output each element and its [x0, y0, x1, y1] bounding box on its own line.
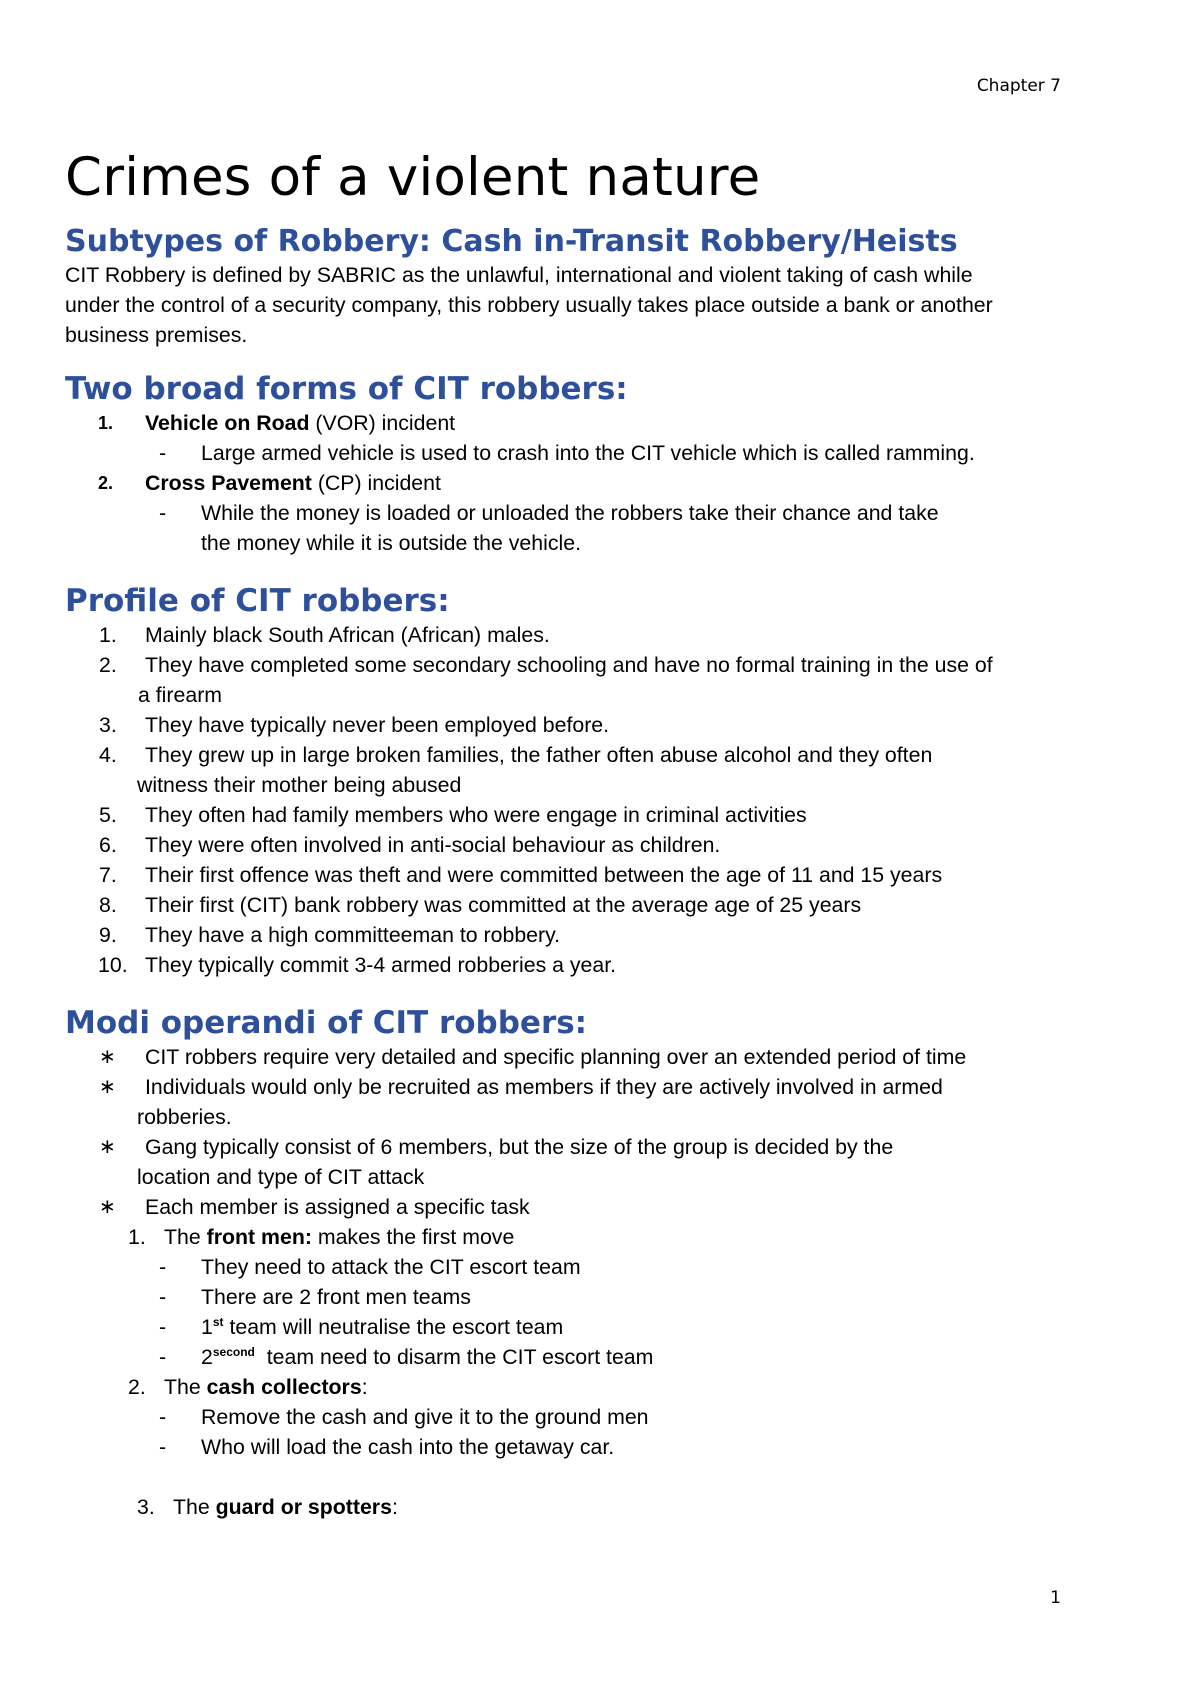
bullet-text: CIT robbers require very detailed and specific planning over an extended period of time [145, 1045, 967, 1069]
list-item [65, 890, 1145, 920]
page-number: 1 [1050, 1588, 1061, 1608]
list-number: 2. [98, 473, 114, 493]
role-description: : [361, 1375, 368, 1399]
list-item [65, 468, 1145, 498]
list-item-continuation [65, 770, 1145, 800]
role-description: makes the first move [311, 1225, 515, 1249]
role-sub-item [65, 1402, 1145, 1432]
list-item-text: They have typically never been employed before. [145, 713, 610, 737]
dash-marker: - [159, 1435, 167, 1459]
dash-marker: - [159, 1285, 167, 1309]
section-heading-subtypes: Subtypes of Robbery: Cash in-Transit Robbery/Heists [65, 224, 958, 259]
dash-marker: - [159, 1315, 167, 1339]
role-sub-item [65, 1282, 1145, 1312]
list-item-text: They grew up in large broken families, the father often abuse alcohol and they often [145, 743, 933, 767]
sub-item-text: Large armed vehicle is used to crash into the CIT vehicle which is called ramming. [201, 441, 975, 465]
list-number: 3. [99, 713, 117, 737]
list-number: 5. [99, 803, 117, 827]
term-vor: Vehicle on Road [145, 411, 310, 435]
bullet-continuation [65, 1102, 1145, 1132]
dash-marker: - [159, 1255, 167, 1279]
list-number: 1. [99, 623, 117, 647]
dash-marker: - [159, 1405, 167, 1429]
term-cp: Cross Pavement [145, 471, 312, 495]
role-number: 1. [128, 1225, 146, 1249]
role-sub-item [65, 1342, 1145, 1372]
role-sub-text: Who will load the cash into the getaway car. [201, 1435, 615, 1459]
ordinal-suffix: st [212, 1314, 224, 1329]
role-description: : [391, 1495, 398, 1519]
asterisk-bullet-icon: ∗ [99, 1136, 116, 1158]
list-number: 2. [99, 653, 117, 677]
role-item [65, 1372, 1145, 1402]
list-item [65, 620, 1145, 650]
sub-item [65, 438, 1145, 468]
role-name: front men: [206, 1225, 312, 1249]
bullet-item [65, 1072, 1145, 1102]
profile-list [65, 620, 1145, 980]
bullet-item [65, 1132, 1145, 1162]
list-item [65, 800, 1145, 830]
role-sub-text: team will neutralise the escort team [223, 1315, 564, 1339]
asterisk-bullet-icon: ∗ [99, 1046, 116, 1068]
role-prefix: The [164, 1225, 207, 1249]
asterisk-bullet-icon: ∗ [99, 1076, 116, 1098]
role-prefix: The [164, 1375, 207, 1399]
list-item-text: Their first (CIT) bank robbery was committed at the average age of 25 years [145, 893, 862, 917]
sub-item-text: the money while it is outside the vehicle. [201, 531, 581, 555]
role-sub-text: There are 2 front men teams [201, 1285, 471, 1309]
forms-list [65, 408, 1145, 558]
page-content [65, 146, 1145, 1522]
role-item [65, 1222, 1145, 1252]
role-sub-text: They need to attack the CIT escort team [201, 1255, 581, 1279]
list-item-text: Mainly black South African (African) males. [145, 623, 550, 647]
paragraph-line: under the control of a security company, this robbery usually takes place outside a bank or another [65, 293, 993, 317]
sub-item-continuation [65, 528, 1145, 558]
list-number: 7. [99, 863, 117, 887]
bullet-text: location and type of CIT attack [137, 1165, 425, 1189]
list-item-text: They were often involved in anti-social behaviour as children. [145, 833, 721, 857]
term-description: (VOR) incident [309, 411, 456, 435]
role-prefix: The [173, 1495, 216, 1519]
list-item-text: Their first offence was theft and were committed between the age of 11 and 15 years [145, 863, 943, 887]
section-heading-profile: Profile of CIT robbers: [65, 583, 450, 619]
bullet-text: robberies. [137, 1105, 232, 1129]
list-item [65, 710, 1145, 740]
role-sub-item [65, 1312, 1145, 1342]
list-number: 10. [98, 953, 128, 977]
sub-item [65, 498, 1145, 528]
list-item [65, 650, 1145, 680]
bullet-text: Each member is assigned a specific task [145, 1195, 530, 1219]
list-item-text: witness their mother being abused [137, 773, 462, 797]
list-item-text: They have a high committeeman to robbery. [145, 923, 561, 947]
list-item [65, 950, 1145, 980]
cit-definition-paragraph [65, 260, 1145, 350]
role-sub-text: team need to disarm the CIT escort team [254, 1345, 654, 1369]
list-item [65, 830, 1145, 860]
list-number: 9. [99, 923, 117, 947]
asterisk-bullet-icon: ∗ [99, 1196, 116, 1218]
bullet-item [65, 1042, 1145, 1072]
list-number: 8. [99, 893, 117, 917]
list-item [65, 920, 1145, 950]
bullet-text: Individuals would only be recruited as members if they are actively involved in armed [145, 1075, 943, 1099]
role-name: cash collectors [206, 1375, 362, 1399]
role-number: 3. [137, 1495, 155, 1519]
paragraph-line: CIT Robbery is defined by SABRIC as the unlawful, international and violent taking of cash while [65, 263, 973, 287]
paragraph-line: business premises. [65, 323, 248, 347]
page-title: Crimes of a violent nature [65, 147, 761, 208]
list-item [65, 740, 1145, 770]
list-item-text: They typically commit 3-4 armed robberies a year. [145, 953, 617, 977]
role-name: guard or spotters [215, 1495, 392, 1519]
list-item-text: They often had family members who were engage in criminal activities [145, 803, 807, 827]
term-description: (CP) incident [311, 471, 441, 495]
role-sub-item [65, 1252, 1145, 1282]
dash-marker: - [159, 441, 167, 465]
list-number: 1. [98, 413, 114, 433]
chapter-header: Chapter 7 [976, 76, 1061, 96]
sub-item-text: While the money is loaded or unloaded the robbers take their chance and take [201, 501, 939, 525]
list-item-text: They have completed some secondary schooling and have no formal training in the use of [145, 653, 993, 677]
ordinal-number: 1 [201, 1315, 213, 1339]
dash-marker: - [159, 1345, 167, 1369]
role-number: 2. [128, 1375, 146, 1399]
ordinal-number: 2 [201, 1345, 213, 1369]
modi-operandi-list [65, 1042, 1145, 1522]
blank-line [65, 1462, 1145, 1492]
list-item [65, 408, 1145, 438]
bullet-item [65, 1192, 1145, 1222]
bullet-text: Gang typically consist of 6 members, but the size of the group is decided by the [145, 1135, 894, 1159]
ordinal-suffix: second [212, 1344, 255, 1359]
role-item [65, 1492, 1145, 1522]
list-item-text: a firearm [138, 683, 223, 707]
section-heading-modi-operandi: Modi operandi of CIT robbers: [65, 1005, 588, 1041]
list-item [65, 860, 1145, 890]
role-sub-item [65, 1432, 1145, 1462]
list-number: 6. [99, 833, 117, 857]
section-heading-two-forms: Two broad forms of CIT robbers: [65, 371, 628, 407]
list-number: 4. [99, 743, 117, 767]
list-item-continuation [65, 680, 1145, 710]
dash-marker: - [159, 501, 167, 525]
role-sub-text: Remove the cash and give it to the ground men [201, 1405, 649, 1429]
bullet-continuation [65, 1162, 1145, 1192]
